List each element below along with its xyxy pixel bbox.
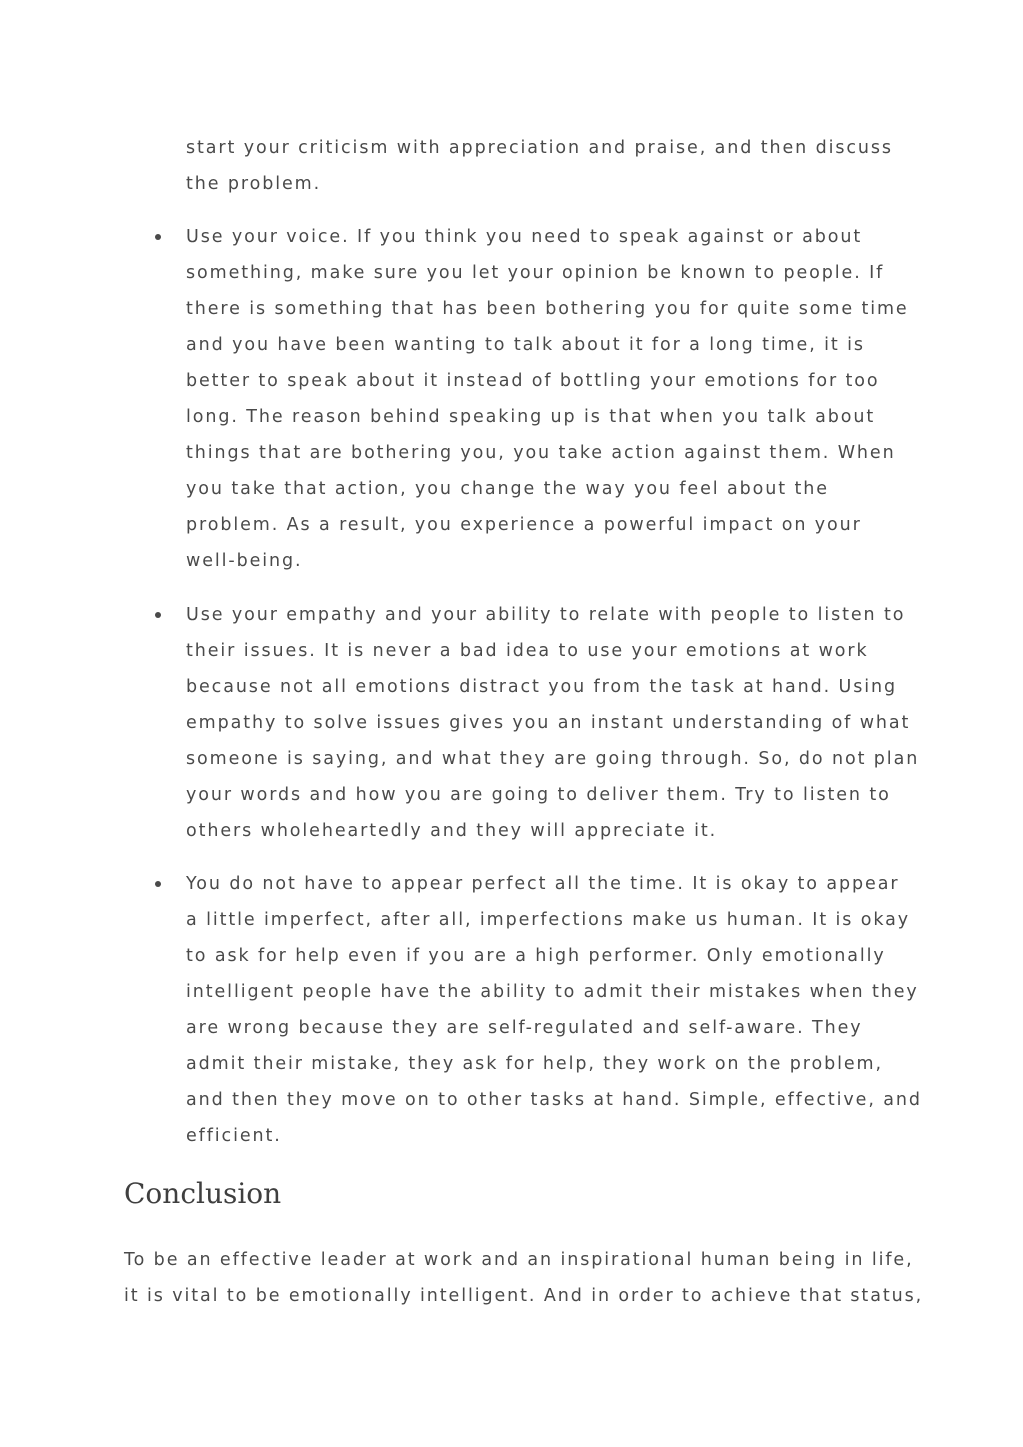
text-line: To be an effective leader at work and an inspirational human being in life, [124,1250,914,1270]
text-line: and you have been wanting to talk about it for a long time, it is [186,335,865,355]
text-line: empathy to solve issues gives you an instant understanding of what [186,713,911,733]
text-line: and then they move on to other tasks at hand. Simple, effective, and [186,1090,922,1110]
text-line: someone is saying, and what they are going through. So, do not plan [186,749,920,769]
text-line: your words and how you are going to deliver them. Try to listen to [186,785,891,805]
text-line: better to speak about it instead of bottling your emotions for too [186,371,880,391]
bullet-marker [155,881,161,887]
text-line: to ask for help even if you are a high performer. Only emotionally [186,946,886,966]
text-line: Use your empathy and your ability to relate with people to listen to [186,605,906,625]
text-line: admit their mistake, they ask for help, they work on the problem, [186,1054,883,1074]
section-heading: Conclusion [124,1177,282,1210]
text-line: things that are bothering you, you take action against them. When [186,443,896,463]
text-line: are wrong because they are self-regulated and self-aware. They [186,1018,863,1038]
text-line: others wholeheartedly and they will appreciate it. [186,821,718,841]
text-line: well-being. [186,551,303,571]
bullet-marker [155,612,161,618]
text-line: start your criticism with appreciation and praise, and then discuss [186,138,893,158]
text-line: the problem. [186,174,322,194]
text-line: a little imperfect, after all, imperfections make us human. It is okay [186,910,911,930]
text-line: you take that action, you change the way you feel about the [186,479,829,499]
text-line: problem. As a result, you experience a powerful impact on your [186,515,862,535]
text-line: there is something that has been bothering you for quite some time [186,299,909,319]
text-line: You do not have to appear perfect all the time. It is okay to appear [186,874,900,894]
text-line: something, make sure you let your opinion be known to people. If [186,263,885,283]
text-line: because not all emotions distract you from the task at hand. Using [186,677,897,697]
text-line: efficient. [186,1126,282,1146]
text-line: it is vital to be emotionally intelligent. And in order to achieve that status, [124,1286,924,1306]
text-line: intelligent people have the ability to admit their mistakes when they [186,982,919,1002]
text-line: long. The reason behind speaking up is that when you talk about [186,407,876,427]
bullet-marker [155,234,161,240]
text-line: their issues. It is never a bad idea to use your emotions at work [186,641,869,661]
text-line: Use your voice. If you think you need to speak against or about [186,227,863,247]
